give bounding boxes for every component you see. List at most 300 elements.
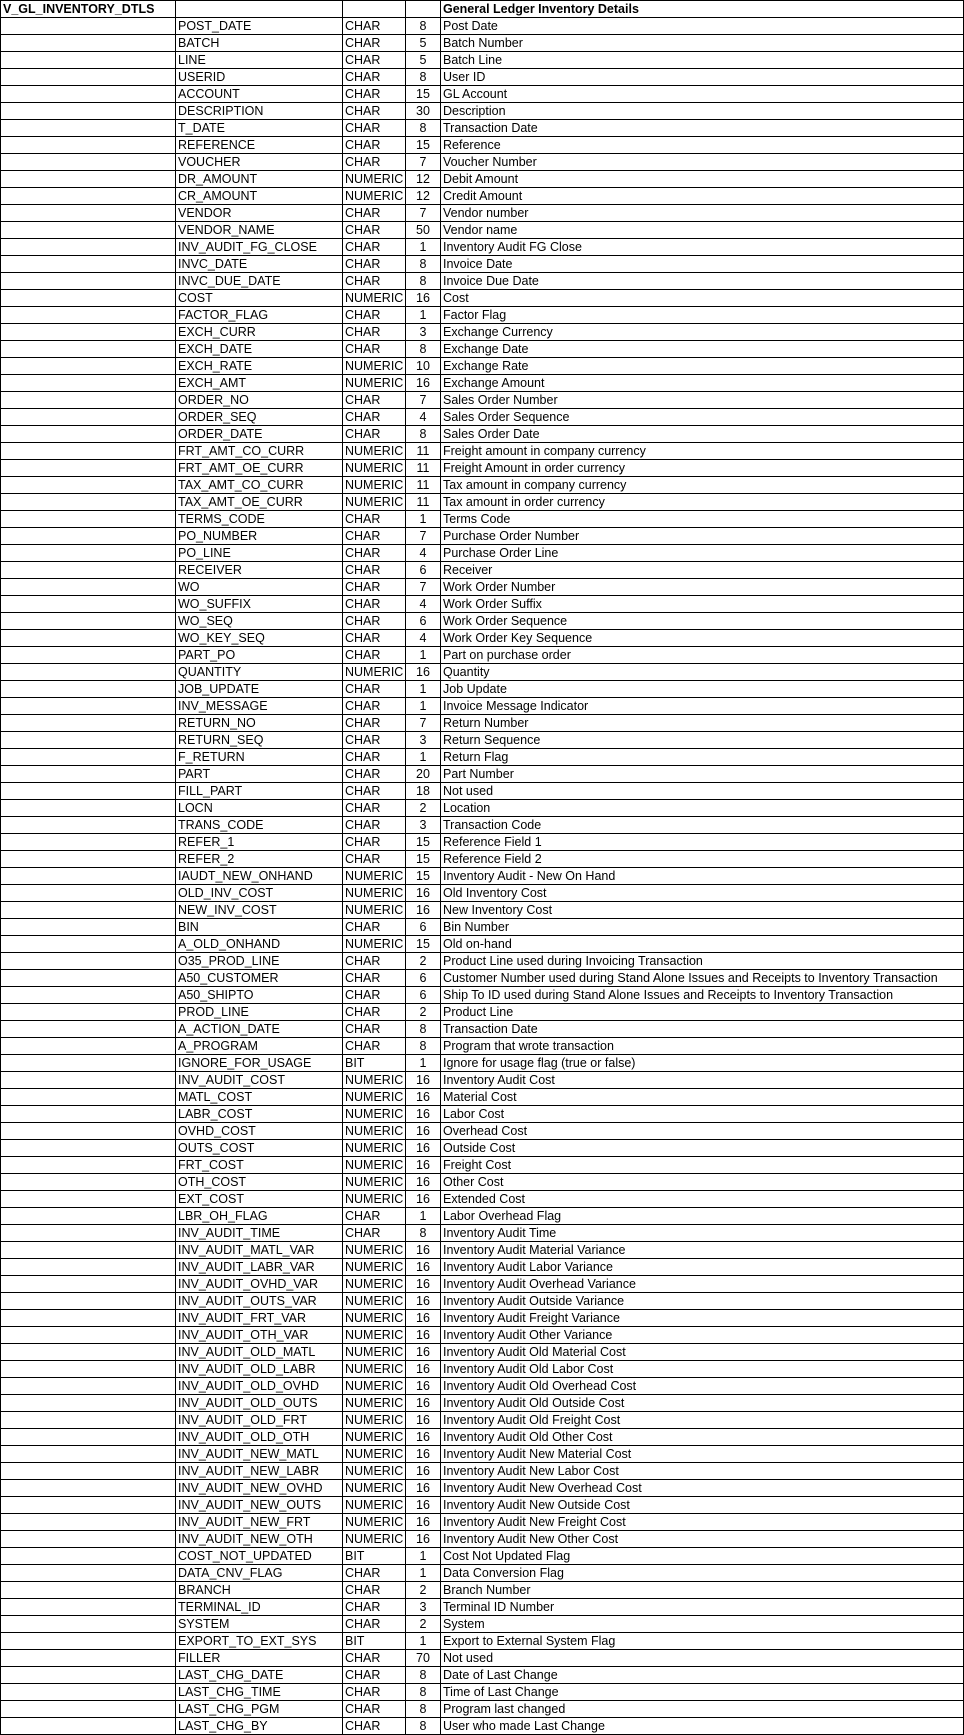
field-name-cell: A50_CUSTOMER	[176, 970, 343, 987]
empty-cell	[1, 1616, 176, 1633]
empty-cell	[1, 749, 176, 766]
field-description-cell: Transaction Date	[441, 1021, 964, 1038]
field-type-cell: NUMERIC	[343, 188, 406, 205]
table-row	[1, 1361, 964, 1378]
field-description-cell: Debit Amount	[441, 171, 964, 188]
field-type-cell: NUMERIC	[343, 885, 406, 902]
field-name-cell: REFER_2	[176, 851, 343, 868]
field-length-cell: 15	[406, 86, 441, 103]
field-description-cell: Receiver	[441, 562, 964, 579]
field-name-cell: INV_AUDIT_FRT_VAR	[176, 1310, 343, 1327]
field-name-cell: LAST_CHG_BY	[176, 1718, 343, 1735]
field-type-cell: NUMERIC	[343, 1480, 406, 1497]
field-length-cell: 7	[406, 528, 441, 545]
field-type-cell: CHAR	[343, 766, 406, 783]
field-name-cell: QUANTITY	[176, 664, 343, 681]
field-name-cell: FRT_AMT_OE_CURR	[176, 460, 343, 477]
field-description-cell: Quantity	[441, 664, 964, 681]
field-length-cell: 8	[406, 1718, 441, 1735]
field-description-cell: Other Cost	[441, 1174, 964, 1191]
table-row	[1, 1650, 964, 1667]
table-row	[1, 18, 964, 35]
field-type-cell: CHAR	[343, 154, 406, 171]
field-type-cell: CHAR	[343, 511, 406, 528]
field-name-cell: INV_AUDIT_OLD_LABR	[176, 1361, 343, 1378]
field-description-cell: Old Inventory Cost	[441, 885, 964, 902]
empty-cell	[1, 460, 176, 477]
table-row	[1, 1259, 964, 1276]
field-description-cell: Terminal ID Number	[441, 1599, 964, 1616]
field-description-cell: Not used	[441, 1650, 964, 1667]
table-row	[1, 1242, 964, 1259]
table-row	[1, 1633, 964, 1650]
field-type-cell: CHAR	[343, 341, 406, 358]
table-row	[1, 936, 964, 953]
field-type-cell: CHAR	[343, 528, 406, 545]
field-type-cell: NUMERIC	[343, 1310, 406, 1327]
field-name-cell: ORDER_NO	[176, 392, 343, 409]
field-length-cell: 8	[406, 273, 441, 290]
table-row	[1, 885, 964, 902]
field-length-cell: 8	[406, 1038, 441, 1055]
field-description-cell: Job Update	[441, 681, 964, 698]
empty-cell	[1, 52, 176, 69]
field-type-cell: CHAR	[343, 1208, 406, 1225]
field-length-cell: 4	[406, 545, 441, 562]
empty-cell	[1, 1021, 176, 1038]
table-row	[1, 460, 964, 477]
field-name-cell: INV_AUDIT_OLD_FRT	[176, 1412, 343, 1429]
field-name-cell: INV_AUDIT_NEW_OVHD	[176, 1480, 343, 1497]
field-description-cell: Terms Code	[441, 511, 964, 528]
field-length-cell: 70	[406, 1650, 441, 1667]
field-name-cell: LABR_COST	[176, 1106, 343, 1123]
field-description-cell: Voucher Number	[441, 154, 964, 171]
empty-cell	[1, 1463, 176, 1480]
field-type-cell: CHAR	[343, 613, 406, 630]
empty-cell	[1, 69, 176, 86]
empty-cell	[1, 1378, 176, 1395]
table-row	[1, 1718, 964, 1735]
field-type-cell: CHAR	[343, 205, 406, 222]
empty-cell	[1, 715, 176, 732]
field-type-cell: NUMERIC	[343, 375, 406, 392]
empty-cell	[1, 1191, 176, 1208]
empty-cell	[1, 970, 176, 987]
table-row	[1, 1446, 964, 1463]
field-type-cell: NUMERIC	[343, 460, 406, 477]
field-name-cell: TAX_AMT_OE_CURR	[176, 494, 343, 511]
field-length-cell: 30	[406, 103, 441, 120]
table-row	[1, 545, 964, 562]
table-row	[1, 1276, 964, 1293]
table-row	[1, 1089, 964, 1106]
table-row	[1, 1072, 964, 1089]
empty-cell	[1, 1225, 176, 1242]
field-description-cell: Transaction Date	[441, 120, 964, 137]
field-name-cell: OTH_COST	[176, 1174, 343, 1191]
table-row	[1, 392, 964, 409]
table-row	[1, 1395, 964, 1412]
empty-cell	[1, 987, 176, 1004]
empty-cell	[1, 443, 176, 460]
field-description-cell: Cost Not Updated Flag	[441, 1548, 964, 1565]
field-name-cell: A_PROGRAM	[176, 1038, 343, 1055]
field-name-cell: FRT_COST	[176, 1157, 343, 1174]
field-type-cell: NUMERIC	[343, 1259, 406, 1276]
field-name-cell: COST_NOT_UPDATED	[176, 1548, 343, 1565]
field-length-cell: 16	[406, 1412, 441, 1429]
field-length-cell: 1	[406, 1055, 441, 1072]
table-body	[1, 1, 964, 1735]
field-name-cell: RECEIVER	[176, 562, 343, 579]
empty-cell	[1, 86, 176, 103]
field-description-cell: System	[441, 1616, 964, 1633]
field-length-cell: 8	[406, 426, 441, 443]
field-type-cell: BIT	[343, 1633, 406, 1650]
field-type-cell: NUMERIC	[343, 1140, 406, 1157]
empty-cell	[176, 1, 343, 18]
field-name-cell: INV_AUDIT_OLD_OVHD	[176, 1378, 343, 1395]
field-description-cell: Location	[441, 800, 964, 817]
field-description-cell: Export to External System Flag	[441, 1633, 964, 1650]
field-length-cell: 1	[406, 239, 441, 256]
table-row	[1, 1123, 964, 1140]
field-name-cell: EXCH_DATE	[176, 341, 343, 358]
field-type-cell: NUMERIC	[343, 1446, 406, 1463]
field-length-cell: 5	[406, 52, 441, 69]
field-name-cell: LAST_CHG_PGM	[176, 1701, 343, 1718]
empty-cell	[1, 1718, 176, 1735]
field-name-cell: BRANCH	[176, 1582, 343, 1599]
empty-cell	[1, 681, 176, 698]
field-name-cell: LOCN	[176, 800, 343, 817]
empty-cell	[1, 1582, 176, 1599]
field-name-cell: O35_PROD_LINE	[176, 953, 343, 970]
field-length-cell: 6	[406, 613, 441, 630]
table-row	[1, 1106, 964, 1123]
table-row	[1, 1429, 964, 1446]
table-row	[1, 1208, 964, 1225]
field-name-cell: ACCOUNT	[176, 86, 343, 103]
empty-cell	[1, 120, 176, 137]
field-name-cell: OVHD_COST	[176, 1123, 343, 1140]
field-length-cell: 15	[406, 851, 441, 868]
field-length-cell: 3	[406, 817, 441, 834]
empty-cell	[1, 290, 176, 307]
table-row	[1, 1327, 964, 1344]
field-length-cell: 15	[406, 137, 441, 154]
field-type-cell: CHAR	[343, 222, 406, 239]
field-description-cell: Credit Amount	[441, 188, 964, 205]
field-name-cell: INV_AUDIT_NEW_OUTS	[176, 1497, 343, 1514]
field-length-cell: 1	[406, 1208, 441, 1225]
empty-cell	[1, 647, 176, 664]
empty-cell	[1, 1276, 176, 1293]
table-row	[1, 426, 964, 443]
field-name-cell: EXCH_AMT	[176, 375, 343, 392]
field-name-cell: REFER_1	[176, 834, 343, 851]
field-type-cell: NUMERIC	[343, 1514, 406, 1531]
table-row	[1, 239, 964, 256]
field-description-cell: Labor Cost	[441, 1106, 964, 1123]
field-description-cell: Sales Order Sequence	[441, 409, 964, 426]
field-name-cell: TERMS_CODE	[176, 511, 343, 528]
field-type-cell: CHAR	[343, 749, 406, 766]
field-length-cell: 1	[406, 647, 441, 664]
empty-cell	[1, 1667, 176, 1684]
empty-cell	[1, 919, 176, 936]
empty-cell	[1, 1174, 176, 1191]
field-description-cell: Work Order Number	[441, 579, 964, 596]
field-type-cell: NUMERIC	[343, 171, 406, 188]
field-type-cell: CHAR	[343, 919, 406, 936]
field-name-cell: WO_SEQ	[176, 613, 343, 630]
empty-cell	[1, 596, 176, 613]
field-name-cell: T_DATE	[176, 120, 343, 137]
table-row	[1, 579, 964, 596]
field-length-cell: 16	[406, 1429, 441, 1446]
field-type-cell: CHAR	[343, 596, 406, 613]
table-row	[1, 307, 964, 324]
header-row	[1, 1, 964, 18]
field-type-cell: CHAR	[343, 1599, 406, 1616]
field-description-cell: Inventory Audit Old Labor Cost	[441, 1361, 964, 1378]
field-description-cell: Purchase Order Line	[441, 545, 964, 562]
field-description-cell: Vendor number	[441, 205, 964, 222]
empty-cell	[1, 766, 176, 783]
table-row	[1, 494, 964, 511]
field-type-cell: NUMERIC	[343, 936, 406, 953]
empty-cell	[1, 1548, 176, 1565]
table-row	[1, 817, 964, 834]
table-row	[1, 1157, 964, 1174]
table-row	[1, 715, 964, 732]
empty-cell	[1, 613, 176, 630]
field-type-cell: CHAR	[343, 630, 406, 647]
field-name-cell: LAST_CHG_TIME	[176, 1684, 343, 1701]
field-length-cell: 7	[406, 715, 441, 732]
field-type-cell: CHAR	[343, 987, 406, 1004]
table-row	[1, 52, 964, 69]
field-name-cell: INV_AUDIT_COST	[176, 1072, 343, 1089]
field-type-cell: CHAR	[343, 1650, 406, 1667]
table-row	[1, 1565, 964, 1582]
empty-cell	[1, 868, 176, 885]
empty-cell	[1, 885, 176, 902]
field-length-cell: 1	[406, 1565, 441, 1582]
field-description-cell: Bin Number	[441, 919, 964, 936]
empty-cell	[1, 1480, 176, 1497]
table-row	[1, 1004, 964, 1021]
field-description-cell: User ID	[441, 69, 964, 86]
field-type-cell: CHAR	[343, 69, 406, 86]
field-length-cell: 4	[406, 630, 441, 647]
field-type-cell: NUMERIC	[343, 664, 406, 681]
field-description-cell: Inventory Audit Labor Variance	[441, 1259, 964, 1276]
empty-cell	[1, 1633, 176, 1650]
table-row	[1, 273, 964, 290]
field-length-cell: 16	[406, 1174, 441, 1191]
field-description-cell: Vendor name	[441, 222, 964, 239]
field-description-cell: Program that wrote transaction	[441, 1038, 964, 1055]
field-type-cell: NUMERIC	[343, 1174, 406, 1191]
field-description-cell: Inventory Audit - New On Hand	[441, 868, 964, 885]
table-row	[1, 103, 964, 120]
field-length-cell: 2	[406, 800, 441, 817]
field-name-cell: TAX_AMT_CO_CURR	[176, 477, 343, 494]
empty-cell	[1, 137, 176, 154]
table-row	[1, 1684, 964, 1701]
field-description-cell: Tax amount in order currency	[441, 494, 964, 511]
empty-cell	[1, 1123, 176, 1140]
field-name-cell: PART_PO	[176, 647, 343, 664]
field-description-cell: Inventory Audit New Overhead Cost	[441, 1480, 964, 1497]
empty-cell	[1, 409, 176, 426]
empty-cell	[1, 171, 176, 188]
empty-cell	[1, 341, 176, 358]
table-row	[1, 511, 964, 528]
field-type-cell: NUMERIC	[343, 1429, 406, 1446]
field-description-cell: Invoice Date	[441, 256, 964, 273]
field-description-cell: GL Account	[441, 86, 964, 103]
field-name-cell: INV_AUDIT_LABR_VAR	[176, 1259, 343, 1276]
field-name-cell: VENDOR	[176, 205, 343, 222]
empty-cell	[1, 1599, 176, 1616]
field-length-cell: 8	[406, 1667, 441, 1684]
field-description-cell: Product Line	[441, 1004, 964, 1021]
field-length-cell: 16	[406, 1480, 441, 1497]
empty-cell	[1, 1412, 176, 1429]
empty-cell	[1, 953, 176, 970]
empty-cell	[1, 1344, 176, 1361]
field-name-cell: DR_AMOUNT	[176, 171, 343, 188]
field-length-cell: 16	[406, 1531, 441, 1548]
table-row	[1, 443, 964, 460]
field-length-cell: 16	[406, 1123, 441, 1140]
field-description-cell: Overhead Cost	[441, 1123, 964, 1140]
field-type-cell: NUMERIC	[343, 443, 406, 460]
empty-cell	[1, 358, 176, 375]
empty-cell	[1, 834, 176, 851]
field-name-cell: DATA_CNV_FLAG	[176, 1565, 343, 1582]
field-description-cell: Inventory Audit FG Close	[441, 239, 964, 256]
field-type-cell: CHAR	[343, 817, 406, 834]
empty-cell	[1, 545, 176, 562]
empty-cell	[1, 1565, 176, 1582]
field-description-cell: Inventory Audit New Other Cost	[441, 1531, 964, 1548]
table-row	[1, 1616, 964, 1633]
table-row	[1, 69, 964, 86]
field-length-cell: 16	[406, 1446, 441, 1463]
empty-cell	[1, 1701, 176, 1718]
field-length-cell: 6	[406, 919, 441, 936]
field-type-cell: NUMERIC	[343, 1123, 406, 1140]
field-length-cell: 12	[406, 188, 441, 205]
field-type-cell: CHAR	[343, 239, 406, 256]
field-description-cell: Reference Field 1	[441, 834, 964, 851]
field-length-cell: 2	[406, 953, 441, 970]
field-name-cell: A_ACTION_DATE	[176, 1021, 343, 1038]
field-type-cell: CHAR	[343, 307, 406, 324]
field-name-cell: OLD_INV_COST	[176, 885, 343, 902]
field-description-cell: Inventory Audit Overhead Variance	[441, 1276, 964, 1293]
table-row	[1, 1174, 964, 1191]
field-length-cell: 7	[406, 579, 441, 596]
table-row	[1, 35, 964, 52]
field-description-cell: Inventory Audit Old Outside Cost	[441, 1395, 964, 1412]
field-name-cell: A50_SHIPTO	[176, 987, 343, 1004]
table-row	[1, 358, 964, 375]
field-name-cell: INV_AUDIT_NEW_FRT	[176, 1514, 343, 1531]
field-name-cell: WO_KEY_SEQ	[176, 630, 343, 647]
field-type-cell: NUMERIC	[343, 1412, 406, 1429]
field-description-cell: Reference	[441, 137, 964, 154]
table-row	[1, 171, 964, 188]
field-type-cell: NUMERIC	[343, 358, 406, 375]
empty-cell	[1, 477, 176, 494]
field-length-cell: 8	[406, 18, 441, 35]
field-description-cell: Inventory Audit New Outside Cost	[441, 1497, 964, 1514]
empty-cell	[1, 562, 176, 579]
field-type-cell: CHAR	[343, 698, 406, 715]
empty-cell	[1, 1429, 176, 1446]
table-row	[1, 953, 964, 970]
field-length-cell: 11	[406, 477, 441, 494]
field-name-cell: REFERENCE	[176, 137, 343, 154]
field-name-cell: INV_AUDIT_TIME	[176, 1225, 343, 1242]
field-length-cell: 8	[406, 1684, 441, 1701]
field-name-cell: DESCRIPTION	[176, 103, 343, 120]
field-length-cell: 16	[406, 1463, 441, 1480]
field-description-cell: Inventory Audit Freight Variance	[441, 1310, 964, 1327]
table-row	[1, 1378, 964, 1395]
field-name-cell: INV_AUDIT_OTH_VAR	[176, 1327, 343, 1344]
field-type-cell: NUMERIC	[343, 1276, 406, 1293]
empty-cell	[1, 222, 176, 239]
field-type-cell: CHAR	[343, 1038, 406, 1055]
empty-cell	[1, 579, 176, 596]
field-description-cell: Inventory Audit Time	[441, 1225, 964, 1242]
field-name-cell: ORDER_DATE	[176, 426, 343, 443]
field-length-cell: 8	[406, 341, 441, 358]
view-title-cell: General Ledger Inventory Details	[441, 1, 964, 18]
table-row	[1, 970, 964, 987]
field-type-cell: CHAR	[343, 1004, 406, 1021]
field-description-cell: Exchange Date	[441, 341, 964, 358]
field-name-cell: IAUDT_NEW_ONHAND	[176, 868, 343, 885]
table-row	[1, 987, 964, 1004]
table-row	[1, 137, 964, 154]
field-description-cell: Ship To ID used during Stand Alone Issues and Receipts to Inventory Transaction	[441, 987, 964, 1004]
table-row	[1, 664, 964, 681]
field-length-cell: 16	[406, 902, 441, 919]
field-description-cell: Old on-hand	[441, 936, 964, 953]
field-name-cell: PART	[176, 766, 343, 783]
field-description-cell: Program last changed	[441, 1701, 964, 1718]
empty-cell	[1, 188, 176, 205]
empty-cell	[1, 528, 176, 545]
field-length-cell: 16	[406, 664, 441, 681]
table-row	[1, 154, 964, 171]
field-description-cell: Sales Order Number	[441, 392, 964, 409]
field-description-cell: Inventory Audit New Material Cost	[441, 1446, 964, 1463]
field-length-cell: 16	[406, 1361, 441, 1378]
field-type-cell: NUMERIC	[343, 494, 406, 511]
field-description-cell: User who made Last Change	[441, 1718, 964, 1735]
field-type-cell: CHAR	[343, 1225, 406, 1242]
field-description-cell: Data Conversion Flag	[441, 1565, 964, 1582]
